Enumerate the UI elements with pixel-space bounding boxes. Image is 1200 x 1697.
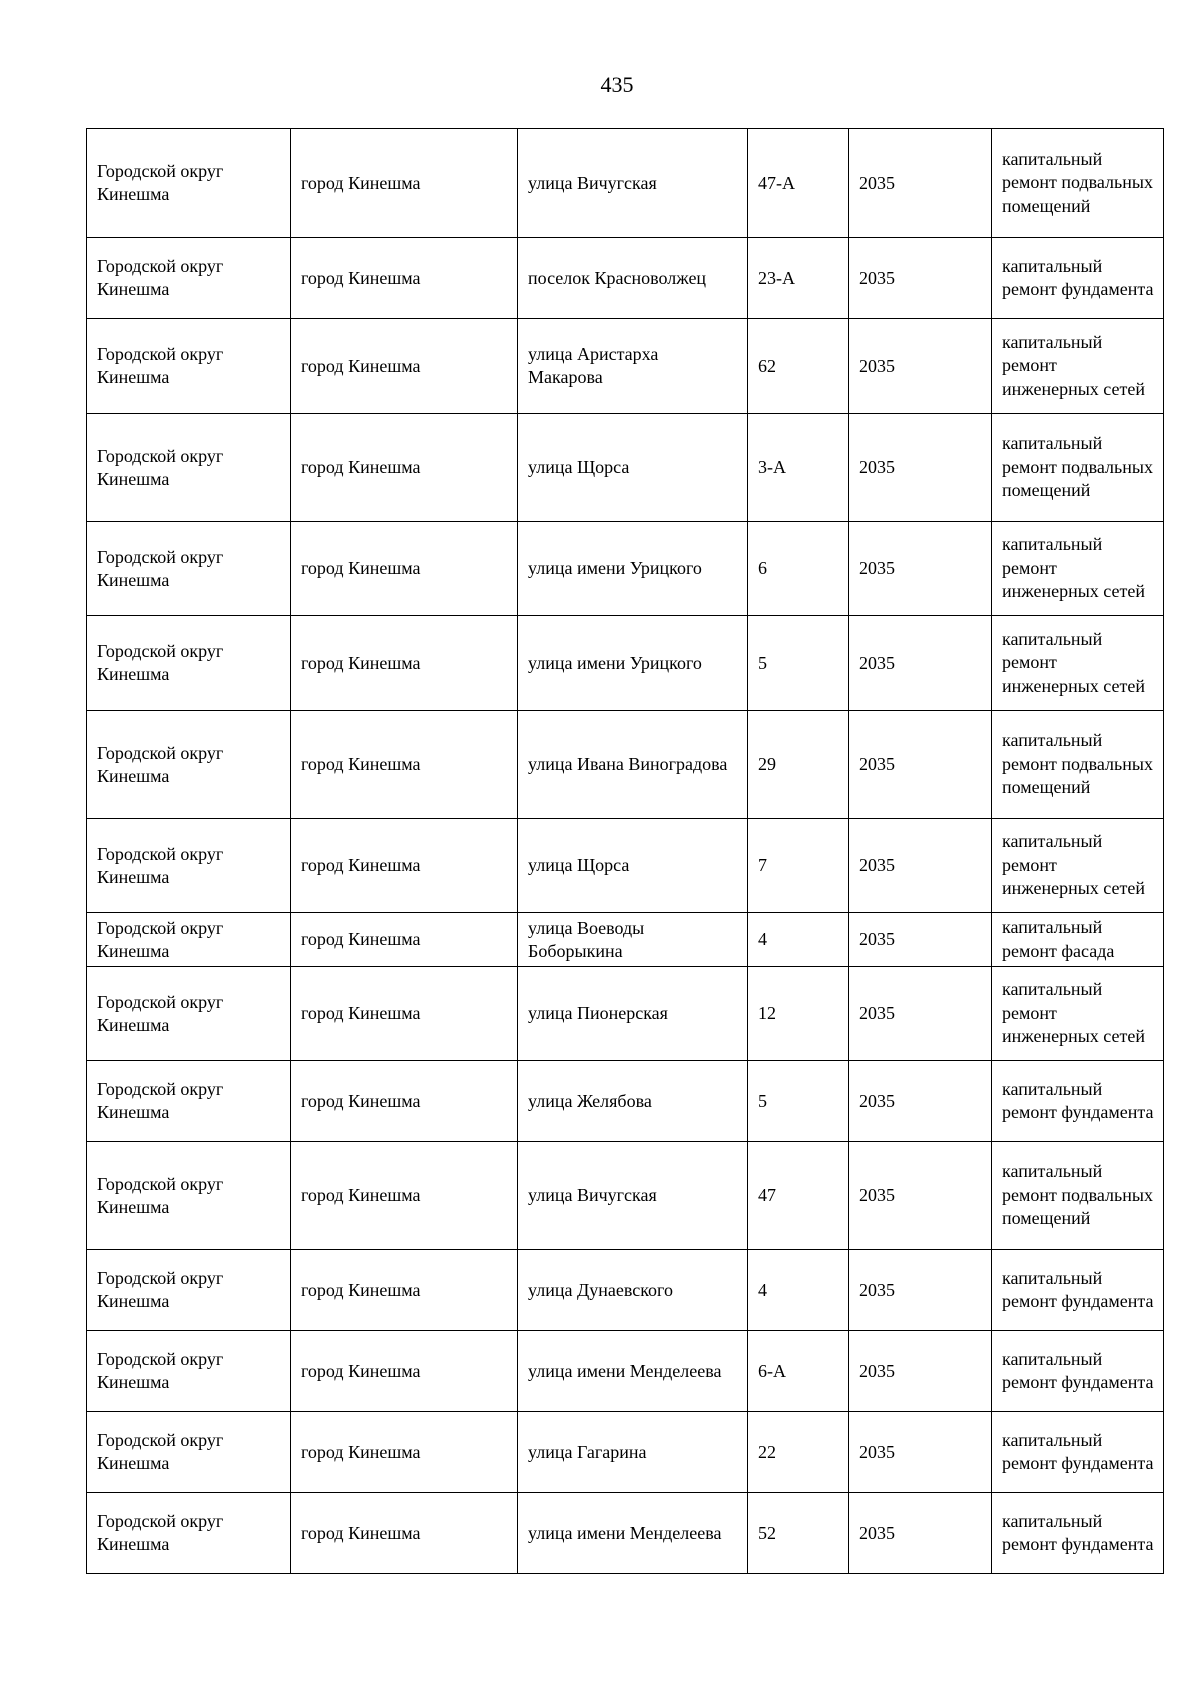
municipality-cell: Городской округ Кинешма	[87, 1331, 291, 1412]
year-cell: 2035	[849, 414, 992, 522]
table-row	[87, 616, 1164, 711]
year-cell: 2035	[849, 1331, 992, 1412]
work-type-cell: капитальный ремонт подвальных помещений	[992, 711, 1164, 819]
table-row	[87, 238, 1164, 319]
work-type-cell: капитальный ремонт инженерных сетей	[992, 522, 1164, 616]
house-number-cell: 12	[748, 967, 849, 1061]
house-number-cell: 7	[748, 819, 849, 913]
year-cell: 2035	[849, 616, 992, 711]
settlement-cell: город Кинешма	[291, 967, 518, 1061]
municipality-cell: Городской округ Кинешма	[87, 1493, 291, 1574]
municipality-cell: Городской округ Кинешма	[87, 522, 291, 616]
house-number-cell: 3-А	[748, 414, 849, 522]
settlement-cell: город Кинешма	[291, 616, 518, 711]
house-number-cell: 52	[748, 1493, 849, 1574]
work-type-cell: капитальный ремонт подвальных помещений	[992, 129, 1164, 238]
year-cell: 2035	[849, 129, 992, 238]
table-row	[87, 1061, 1164, 1142]
house-number-cell: 5	[748, 616, 849, 711]
settlement-cell: город Кинешма	[291, 819, 518, 913]
work-type-cell: капитальный ремонт инженерных сетей	[992, 616, 1164, 711]
municipality-cell: Городской округ Кинешма	[87, 1142, 291, 1250]
table-row	[87, 1412, 1164, 1493]
street-cell: улица Пионерская	[518, 967, 748, 1061]
street-cell: улица Щорса	[518, 414, 748, 522]
street-cell: улица Желябова	[518, 1061, 748, 1142]
year-cell: 2035	[849, 1061, 992, 1142]
house-number-cell: 29	[748, 711, 849, 819]
year-cell: 2035	[849, 319, 992, 414]
street-cell: улица Гагарина	[518, 1412, 748, 1493]
settlement-cell: город Кинешма	[291, 238, 518, 319]
street-cell: улица Аристарха Макарова	[518, 319, 748, 414]
municipality-cell: Городской округ Кинешма	[87, 616, 291, 711]
table-row	[87, 1250, 1164, 1331]
settlement-cell: город Кинешма	[291, 913, 518, 967]
municipality-cell: Городской округ Кинешма	[87, 1061, 291, 1142]
table-row	[87, 522, 1164, 616]
work-type-cell: капитальный ремонт подвальных помещений	[992, 414, 1164, 522]
year-cell: 2035	[849, 967, 992, 1061]
year-cell: 2035	[849, 238, 992, 319]
year-cell: 2035	[849, 1250, 992, 1331]
work-type-cell: капитальный ремонт фундамента	[992, 1331, 1164, 1412]
table-row	[87, 1493, 1164, 1574]
house-number-cell: 62	[748, 319, 849, 414]
year-cell: 2035	[849, 711, 992, 819]
work-type-cell: капитальный ремонт фундамента	[992, 1493, 1164, 1574]
settlement-cell: город Кинешма	[291, 711, 518, 819]
work-type-cell: капитальный ремонт инженерных сетей	[992, 967, 1164, 1061]
settlement-cell: город Кинешма	[291, 129, 518, 238]
settlement-cell: город Кинешма	[291, 1061, 518, 1142]
table-row	[87, 1142, 1164, 1250]
year-cell: 2035	[849, 522, 992, 616]
street-cell: улица имени Урицкого	[518, 616, 748, 711]
municipality-cell: Городской округ Кинешма	[87, 1250, 291, 1331]
settlement-cell: город Кинешма	[291, 1493, 518, 1574]
settlement-cell: город Кинешма	[291, 522, 518, 616]
street-cell: улица Вичугская	[518, 1142, 748, 1250]
table-row	[87, 414, 1164, 522]
municipality-cell: Городской округ Кинешма	[87, 819, 291, 913]
settlement-cell: город Кинешма	[291, 414, 518, 522]
street-cell: улица Воеводы Боборыкина	[518, 913, 748, 967]
house-number-cell: 5	[748, 1061, 849, 1142]
table-row	[87, 711, 1164, 819]
house-number-cell: 47	[748, 1142, 849, 1250]
year-cell: 2035	[849, 1142, 992, 1250]
table-row	[87, 129, 1164, 238]
house-number-cell: 23-А	[748, 238, 849, 319]
work-type-cell: капитальный ремонт подвальных помещений	[992, 1142, 1164, 1250]
housing-repair-table	[86, 128, 1164, 1574]
work-type-cell: капитальный ремонт фундамента	[992, 1412, 1164, 1493]
street-cell: улица Дунаевского	[518, 1250, 748, 1331]
year-cell: 2035	[849, 913, 992, 967]
settlement-cell: город Кинешма	[291, 1412, 518, 1493]
street-cell: улица имени Урицкого	[518, 522, 748, 616]
work-type-cell: капитальный ремонт инженерных сетей	[992, 819, 1164, 913]
house-number-cell: 22	[748, 1412, 849, 1493]
street-cell: улица Ивана Виноградова	[518, 711, 748, 819]
year-cell: 2035	[849, 819, 992, 913]
house-number-cell: 4	[748, 913, 849, 967]
street-cell: улица имени Менделеева	[518, 1331, 748, 1412]
street-cell: улица Щорса	[518, 819, 748, 913]
settlement-cell: город Кинешма	[291, 1142, 518, 1250]
settlement-cell: город Кинешма	[291, 319, 518, 414]
municipality-cell: Городской округ Кинешма	[87, 1412, 291, 1493]
street-cell: улица имени Менделеева	[518, 1493, 748, 1574]
table-body	[87, 129, 1164, 1574]
work-type-cell: капитальный ремонт фундамента	[992, 238, 1164, 319]
table-row	[87, 319, 1164, 414]
house-number-cell: 4	[748, 1250, 849, 1331]
municipality-cell: Городской округ Кинешма	[87, 967, 291, 1061]
municipality-cell: Городской округ Кинешма	[87, 913, 291, 967]
municipality-cell: Городской округ Кинешма	[87, 238, 291, 319]
municipality-cell: Городской округ Кинешма	[87, 414, 291, 522]
municipality-cell: Городской округ Кинешма	[87, 129, 291, 238]
table-row	[87, 913, 1164, 967]
house-number-cell: 47-А	[748, 129, 849, 238]
settlement-cell: город Кинешма	[291, 1331, 518, 1412]
table-row	[87, 967, 1164, 1061]
work-type-cell: капитальный ремонт фасада	[992, 913, 1164, 967]
street-cell: улица Вичугская	[518, 129, 748, 238]
year-cell: 2035	[849, 1493, 992, 1574]
municipality-cell: Городской округ Кинешма	[87, 319, 291, 414]
page-number: 435	[600, 72, 634, 97]
house-number-cell: 6-А	[748, 1331, 849, 1412]
work-type-cell: капитальный ремонт фундамента	[992, 1250, 1164, 1331]
municipality-cell: Городской округ Кинешма	[87, 711, 291, 819]
table-row	[87, 1331, 1164, 1412]
work-type-cell: капитальный ремонт фундамента	[992, 1061, 1164, 1142]
house-number-cell: 6	[748, 522, 849, 616]
year-cell: 2035	[849, 1412, 992, 1493]
settlement-cell: город Кинешма	[291, 1250, 518, 1331]
work-type-cell: капитальный ремонт инженерных сетей	[992, 319, 1164, 414]
street-cell: поселок Красноволжец	[518, 238, 748, 319]
table-row	[87, 819, 1164, 913]
